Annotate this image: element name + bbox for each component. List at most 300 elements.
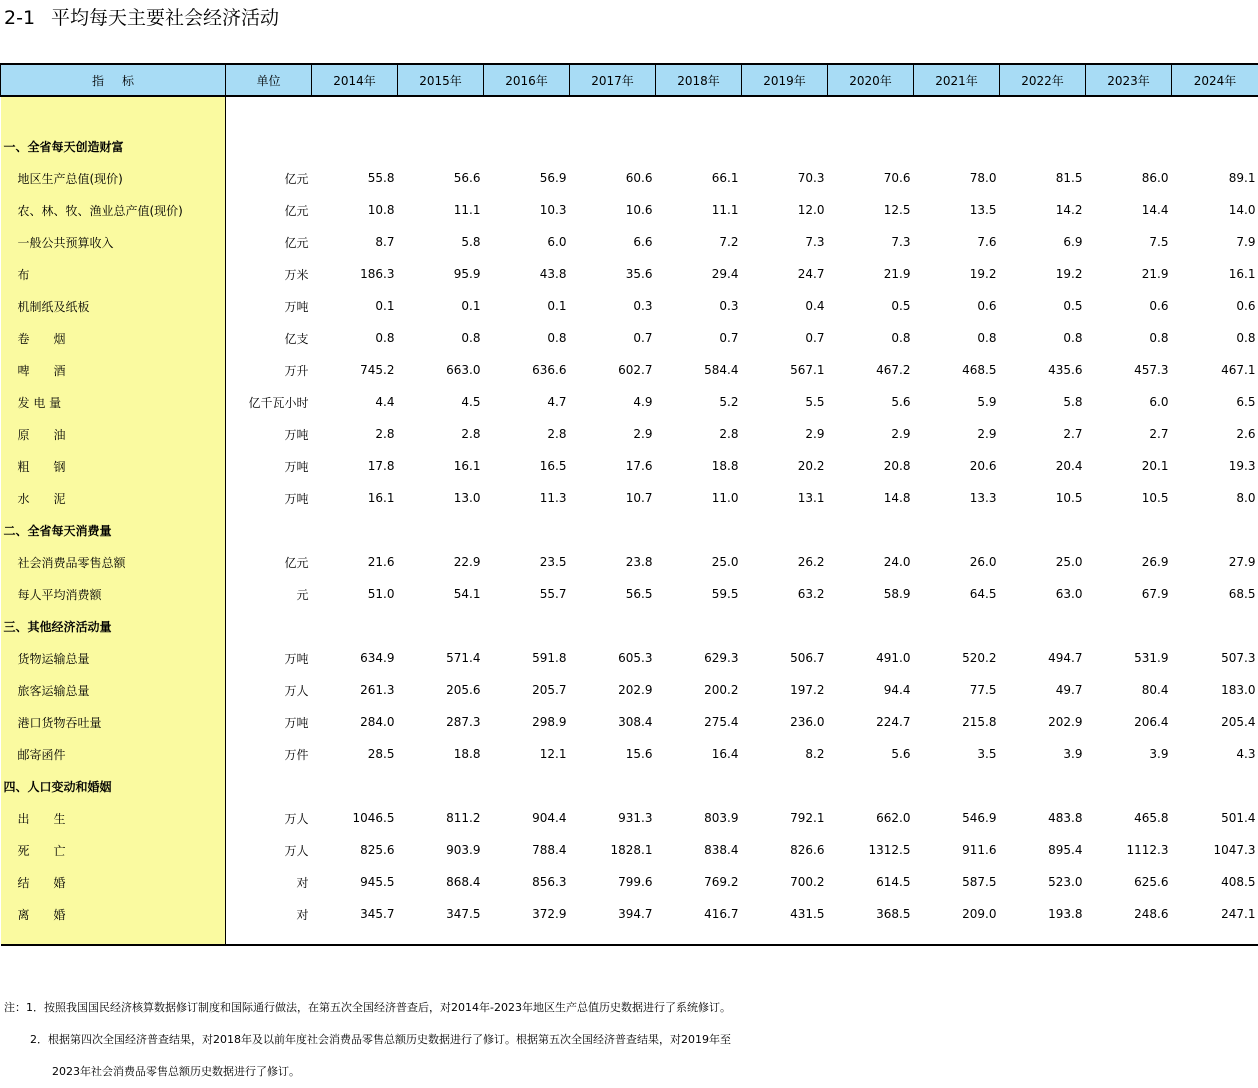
value-cell: 18.8 <box>398 738 484 770</box>
unit-cell: 万人 <box>226 834 312 866</box>
value-cell: 21.6 <box>312 546 398 578</box>
value-cell: 202.9 <box>570 674 656 706</box>
value-cell: 0.6 <box>1086 290 1172 322</box>
table-row <box>1 482 1258 514</box>
table-row <box>1 866 1258 898</box>
value-cell: 70.3 <box>742 162 828 194</box>
value-cell: 0.8 <box>1000 322 1086 354</box>
value-cell: 206.4 <box>1086 706 1172 738</box>
value-cell: 12.5 <box>828 194 914 226</box>
value-cell: 587.5 <box>914 866 1000 898</box>
value-cell: 22.9 <box>398 546 484 578</box>
indicator-label: 港口货物吞吐量 <box>1 706 226 738</box>
value-cell: 435.6 <box>1000 354 1086 386</box>
value-cell: 7.3 <box>742 226 828 258</box>
value-cell: 3.9 <box>1086 738 1172 770</box>
indicator-label: 社会消费品零售总额 <box>1 546 226 578</box>
value-cell: 17.6 <box>570 450 656 482</box>
value-cell: 0.3 <box>656 290 742 322</box>
value-cell: 49.7 <box>1000 674 1086 706</box>
value-cell: 11.1 <box>656 194 742 226</box>
value-cell: 483.8 <box>1000 802 1086 834</box>
value-cell: 7.3 <box>828 226 914 258</box>
value-cell: 372.9 <box>484 898 570 930</box>
value-cell: 799.6 <box>570 866 656 898</box>
value-cell: 11.1 <box>398 194 484 226</box>
value-cell: 8.7 <box>312 226 398 258</box>
unit-cell: 万人 <box>226 802 312 834</box>
value-cell: 10.5 <box>1000 482 1086 514</box>
header-year: 2020年 <box>828 64 914 96</box>
value-cell: 35.6 <box>570 258 656 290</box>
value-cell: 26.0 <box>914 546 1000 578</box>
value-cell: 5.6 <box>828 738 914 770</box>
value-cell: 467.1 <box>1172 354 1258 386</box>
value-cell: 6.6 <box>570 226 656 258</box>
value-cell: 58.9 <box>828 578 914 610</box>
value-cell: 868.4 <box>398 866 484 898</box>
value-cell: 11.0 <box>656 482 742 514</box>
value-cell: 347.5 <box>398 898 484 930</box>
value-cell: 8.2 <box>742 738 828 770</box>
value-cell: 21.9 <box>1086 258 1172 290</box>
tail-row <box>1 930 1258 945</box>
indicator-label: 原 油 <box>1 418 226 450</box>
value-cell: 14.0 <box>1172 194 1258 226</box>
value-cell: 3.9 <box>1000 738 1086 770</box>
indicator-label: 卷 烟 <box>1 322 226 354</box>
header-year: 2018年 <box>656 64 742 96</box>
table-row <box>1 898 1258 930</box>
value-cell: 5.5 <box>742 386 828 418</box>
indicator-label: 地区生产总值(现价) <box>1 162 226 194</box>
value-cell: 13.0 <box>398 482 484 514</box>
table-row <box>1 226 1258 258</box>
value-cell: 5.8 <box>398 226 484 258</box>
footnotes <box>4 992 731 1088</box>
header-year: 2023年 <box>1086 64 1172 96</box>
header-year: 2014年 <box>312 64 398 96</box>
value-cell: 0.8 <box>914 322 1000 354</box>
value-cell: 745.2 <box>312 354 398 386</box>
header-year: 2015年 <box>398 64 484 96</box>
indicator-label: 机制纸及纸板 <box>1 290 226 322</box>
table-row <box>1 322 1258 354</box>
value-cell: 6.5 <box>1172 386 1258 418</box>
unit-cell: 万吨 <box>226 450 312 482</box>
value-cell: 16.5 <box>484 450 570 482</box>
page-title <box>4 6 279 30</box>
value-cell: 605.3 <box>570 642 656 674</box>
value-cell: 523.0 <box>1000 866 1086 898</box>
value-cell: 1046.5 <box>312 802 398 834</box>
value-cell: 25.0 <box>1000 546 1086 578</box>
value-cell: 13.1 <box>742 482 828 514</box>
value-cell: 205.7 <box>484 674 570 706</box>
header-year: 2024年 <box>1172 64 1258 96</box>
value-cell: 10.7 <box>570 482 656 514</box>
value-cell: 209.0 <box>914 898 1000 930</box>
value-cell: 408.5 <box>1172 866 1258 898</box>
value-cell: 183.0 <box>1172 674 1258 706</box>
table-row <box>1 386 1258 418</box>
value-cell: 457.3 <box>1086 354 1172 386</box>
value-cell: 51.0 <box>312 578 398 610</box>
value-cell: 602.7 <box>570 354 656 386</box>
indicator-label: 结 婚 <box>1 866 226 898</box>
value-cell: 394.7 <box>570 898 656 930</box>
value-cell: 2.9 <box>742 418 828 450</box>
value-cell: 287.3 <box>398 706 484 738</box>
table-row <box>1 738 1258 770</box>
value-cell: 10.3 <box>484 194 570 226</box>
spacer-row <box>1 96 1258 130</box>
value-cell: 10.5 <box>1086 482 1172 514</box>
value-cell: 18.8 <box>656 450 742 482</box>
value-cell: 215.8 <box>914 706 1000 738</box>
section-heading: 二、全省每天消费量 <box>1 514 226 546</box>
header-row <box>1 64 1258 96</box>
value-cell: 17.8 <box>312 450 398 482</box>
value-cell: 0.1 <box>398 290 484 322</box>
value-cell: 368.5 <box>828 898 914 930</box>
value-cell: 89.1 <box>1172 162 1258 194</box>
value-cell: 78.0 <box>914 162 1000 194</box>
value-cell: 56.5 <box>570 578 656 610</box>
value-cell: 7.9 <box>1172 226 1258 258</box>
section-row <box>1 130 1258 162</box>
value-cell: 945.5 <box>312 866 398 898</box>
value-cell: 0.6 <box>914 290 1000 322</box>
value-cell: 788.4 <box>484 834 570 866</box>
value-cell: 16.4 <box>656 738 742 770</box>
value-cell: 10.8 <box>312 194 398 226</box>
table-row <box>1 834 1258 866</box>
value-cell: 567.1 <box>742 354 828 386</box>
value-cell: 491.0 <box>828 642 914 674</box>
value-cell: 1112.3 <box>1086 834 1172 866</box>
value-cell: 494.7 <box>1000 642 1086 674</box>
value-cell: 0.8 <box>398 322 484 354</box>
value-cell: 825.6 <box>312 834 398 866</box>
value-cell: 67.9 <box>1086 578 1172 610</box>
value-cell: 531.9 <box>1086 642 1172 674</box>
table-row <box>1 642 1258 674</box>
value-cell: 23.5 <box>484 546 570 578</box>
value-cell: 7.6 <box>914 226 1000 258</box>
value-cell: 20.6 <box>914 450 1000 482</box>
value-cell: 200.2 <box>656 674 742 706</box>
table-body <box>1 96 1258 945</box>
value-cell: 931.3 <box>570 802 656 834</box>
value-cell: 95.9 <box>398 258 484 290</box>
value-cell: 25.0 <box>656 546 742 578</box>
section-row <box>1 770 1258 802</box>
value-cell: 895.4 <box>1000 834 1086 866</box>
value-cell: 2.8 <box>484 418 570 450</box>
value-cell: 662.0 <box>828 802 914 834</box>
value-cell: 12.1 <box>484 738 570 770</box>
value-cell: 416.7 <box>656 898 742 930</box>
value-cell: 23.8 <box>570 546 656 578</box>
value-cell: 629.3 <box>656 642 742 674</box>
unit-cell: 对 <box>226 866 312 898</box>
table-row <box>1 450 1258 482</box>
value-cell: 20.2 <box>742 450 828 482</box>
table-row <box>1 194 1258 226</box>
table-row <box>1 162 1258 194</box>
value-cell: 700.2 <box>742 866 828 898</box>
value-cell: 2.9 <box>828 418 914 450</box>
value-cell: 86.0 <box>1086 162 1172 194</box>
value-cell: 546.9 <box>914 802 1000 834</box>
table-row <box>1 290 1258 322</box>
indicator-label: 发 电 量 <box>1 386 226 418</box>
value-cell: 345.7 <box>312 898 398 930</box>
table-row <box>1 546 1258 578</box>
value-cell: 298.9 <box>484 706 570 738</box>
value-cell: 4.5 <box>398 386 484 418</box>
section-row <box>1 514 1258 546</box>
value-cell: 68.5 <box>1172 578 1258 610</box>
value-cell: 0.7 <box>742 322 828 354</box>
value-cell: 205.6 <box>398 674 484 706</box>
table-row <box>1 418 1258 450</box>
value-cell: 4.7 <box>484 386 570 418</box>
indicator-label: 死 亡 <box>1 834 226 866</box>
value-cell: 0.1 <box>484 290 570 322</box>
table-row <box>1 578 1258 610</box>
value-cell: 911.6 <box>914 834 1000 866</box>
footnote-1: 注：1．按照我国国民经济核算数据修订制度和国际通行做法，在第五次全国经济普查后，对2014年-2023年地区生产总值历史数据进行了系统修订。 <box>4 992 731 1024</box>
unit-cell: 亿元 <box>226 194 312 226</box>
value-cell: 16.1 <box>398 450 484 482</box>
value-cell: 838.4 <box>656 834 742 866</box>
value-cell: 63.0 <box>1000 578 1086 610</box>
indicator-label: 旅客运输总量 <box>1 674 226 706</box>
section-heading: 三、其他经济活动量 <box>1 610 226 642</box>
value-cell: 81.5 <box>1000 162 1086 194</box>
value-cell: 2.7 <box>1086 418 1172 450</box>
indicator-label: 粗 钢 <box>1 450 226 482</box>
value-cell: 19.2 <box>1000 258 1086 290</box>
unit-cell: 万吨 <box>226 706 312 738</box>
value-cell: 21.9 <box>828 258 914 290</box>
value-cell: 856.3 <box>484 866 570 898</box>
value-cell: 904.4 <box>484 802 570 834</box>
header-year: 2017年 <box>570 64 656 96</box>
value-cell: 43.8 <box>484 258 570 290</box>
unit-cell: 万人 <box>226 674 312 706</box>
value-cell: 0.4 <box>742 290 828 322</box>
value-cell: 27.9 <box>1172 546 1258 578</box>
value-cell: 614.5 <box>828 866 914 898</box>
value-cell: 1047.3 <box>1172 834 1258 866</box>
value-cell: 29.4 <box>656 258 742 290</box>
unit-cell: 万吨 <box>226 418 312 450</box>
value-cell: 56.9 <box>484 162 570 194</box>
table-number: 2-1 <box>4 7 35 29</box>
value-cell: 6.0 <box>1086 386 1172 418</box>
section-heading: 四、人口变动和婚姻 <box>1 770 226 802</box>
value-cell: 1312.5 <box>828 834 914 866</box>
value-cell: 0.7 <box>570 322 656 354</box>
value-cell: 261.3 <box>312 674 398 706</box>
unit-cell: 亿元 <box>226 162 312 194</box>
value-cell: 467.2 <box>828 354 914 386</box>
table-title: 平均每天主要社会经济活动 <box>51 7 279 29</box>
value-cell: 13.5 <box>914 194 1000 226</box>
value-cell: 636.6 <box>484 354 570 386</box>
statistics-table <box>0 63 1258 946</box>
value-cell: 66.1 <box>656 162 742 194</box>
value-cell: 15.6 <box>570 738 656 770</box>
value-cell: 64.5 <box>914 578 1000 610</box>
footnote-2: 2．根据第四次全国经济普查结果，对2018年及以前年度社会消费品零售总额历史数据进行了修订。根据第五次全国经济普查结果，对2019年至 <box>4 1024 731 1056</box>
value-cell: 2.8 <box>312 418 398 450</box>
unit-cell: 万吨 <box>226 642 312 674</box>
value-cell: 60.6 <box>570 162 656 194</box>
value-cell: 507.3 <box>1172 642 1258 674</box>
value-cell: 4.4 <box>312 386 398 418</box>
value-cell: 20.1 <box>1086 450 1172 482</box>
indicator-label: 水 泥 <box>1 482 226 514</box>
unit-cell: 对 <box>226 898 312 930</box>
value-cell: 24.7 <box>742 258 828 290</box>
header-year: 2021年 <box>914 64 1000 96</box>
unit-cell: 万吨 <box>226 290 312 322</box>
value-cell: 3.5 <box>914 738 1000 770</box>
table-row <box>1 706 1258 738</box>
value-cell: 236.0 <box>742 706 828 738</box>
footnote-2-continued: 2023年社会消费品零售总额历史数据进行了修订。 <box>4 1056 731 1088</box>
value-cell: 2.8 <box>656 418 742 450</box>
value-cell: 197.2 <box>742 674 828 706</box>
value-cell: 63.2 <box>742 578 828 610</box>
indicator-label: 每人平均消费额 <box>1 578 226 610</box>
value-cell: 5.6 <box>828 386 914 418</box>
unit-cell: 亿元 <box>226 226 312 258</box>
unit-cell: 万吨 <box>226 482 312 514</box>
value-cell: 6.9 <box>1000 226 1086 258</box>
unit-cell: 亿千瓦小时 <box>226 386 312 418</box>
value-cell: 13.3 <box>914 482 1000 514</box>
value-cell: 275.4 <box>656 706 742 738</box>
value-cell: 11.3 <box>484 482 570 514</box>
header-unit: 单位 <box>226 64 312 96</box>
indicator-label: 一般公共预算收入 <box>1 226 226 258</box>
indicator-label: 啤 酒 <box>1 354 226 386</box>
value-cell: 7.5 <box>1086 226 1172 258</box>
indicator-label: 离 婚 <box>1 898 226 930</box>
value-cell: 2.9 <box>570 418 656 450</box>
value-cell: 0.7 <box>656 322 742 354</box>
value-cell: 2.6 <box>1172 418 1258 450</box>
header-year: 2022年 <box>1000 64 1086 96</box>
value-cell: 2.9 <box>914 418 1000 450</box>
value-cell: 20.8 <box>828 450 914 482</box>
value-cell: 77.5 <box>914 674 1000 706</box>
indicator-label: 布 <box>1 258 226 290</box>
value-cell: 56.6 <box>398 162 484 194</box>
value-cell: 284.0 <box>312 706 398 738</box>
value-cell: 26.2 <box>742 546 828 578</box>
table-header <box>1 64 1258 96</box>
value-cell: 826.6 <box>742 834 828 866</box>
table-row <box>1 354 1258 386</box>
value-cell: 55.8 <box>312 162 398 194</box>
value-cell: 8.0 <box>1172 482 1258 514</box>
table-row <box>1 802 1258 834</box>
value-cell: 16.1 <box>1172 258 1258 290</box>
value-cell: 584.4 <box>656 354 742 386</box>
value-cell: 4.3 <box>1172 738 1258 770</box>
indicator-label: 农、林、牧、渔业总产值(现价) <box>1 194 226 226</box>
value-cell: 54.1 <box>398 578 484 610</box>
value-cell: 625.6 <box>1086 866 1172 898</box>
value-cell: 6.0 <box>484 226 570 258</box>
value-cell: 59.5 <box>656 578 742 610</box>
value-cell: 634.9 <box>312 642 398 674</box>
value-cell: 2.8 <box>398 418 484 450</box>
value-cell: 205.4 <box>1172 706 1258 738</box>
header-year: 2019年 <box>742 64 828 96</box>
table-row <box>1 258 1258 290</box>
value-cell: 0.6 <box>1172 290 1258 322</box>
value-cell: 10.6 <box>570 194 656 226</box>
value-cell: 0.8 <box>484 322 570 354</box>
value-cell: 0.8 <box>828 322 914 354</box>
value-cell: 506.7 <box>742 642 828 674</box>
value-cell: 0.5 <box>1000 290 1086 322</box>
value-cell: 80.4 <box>1086 674 1172 706</box>
value-cell: 5.9 <box>914 386 1000 418</box>
value-cell: 591.8 <box>484 642 570 674</box>
value-cell: 571.4 <box>398 642 484 674</box>
unit-cell: 万升 <box>226 354 312 386</box>
value-cell: 903.9 <box>398 834 484 866</box>
value-cell: 0.8 <box>1172 322 1258 354</box>
value-cell: 202.9 <box>1000 706 1086 738</box>
unit-cell: 元 <box>226 578 312 610</box>
value-cell: 14.2 <box>1000 194 1086 226</box>
value-cell: 14.8 <box>828 482 914 514</box>
value-cell: 0.8 <box>1086 322 1172 354</box>
value-cell: 803.9 <box>656 802 742 834</box>
value-cell: 811.2 <box>398 802 484 834</box>
value-cell: 0.3 <box>570 290 656 322</box>
indicator-label: 货物运输总量 <box>1 642 226 674</box>
value-cell: 26.9 <box>1086 546 1172 578</box>
value-cell: 28.5 <box>312 738 398 770</box>
value-cell: 0.1 <box>312 290 398 322</box>
unit-cell: 亿支 <box>226 322 312 354</box>
value-cell: 186.3 <box>312 258 398 290</box>
value-cell: 465.8 <box>1086 802 1172 834</box>
value-cell: 24.0 <box>828 546 914 578</box>
value-cell: 70.6 <box>828 162 914 194</box>
indicator-label: 邮寄函件 <box>1 738 226 770</box>
value-cell: 468.5 <box>914 354 1000 386</box>
value-cell: 5.8 <box>1000 386 1086 418</box>
unit-cell: 万米 <box>226 258 312 290</box>
value-cell: 0.8 <box>312 322 398 354</box>
unit-cell: 万件 <box>226 738 312 770</box>
value-cell: 792.1 <box>742 802 828 834</box>
section-heading: 一、全省每天创造财富 <box>1 130 226 162</box>
value-cell: 2.7 <box>1000 418 1086 450</box>
value-cell: 224.7 <box>828 706 914 738</box>
